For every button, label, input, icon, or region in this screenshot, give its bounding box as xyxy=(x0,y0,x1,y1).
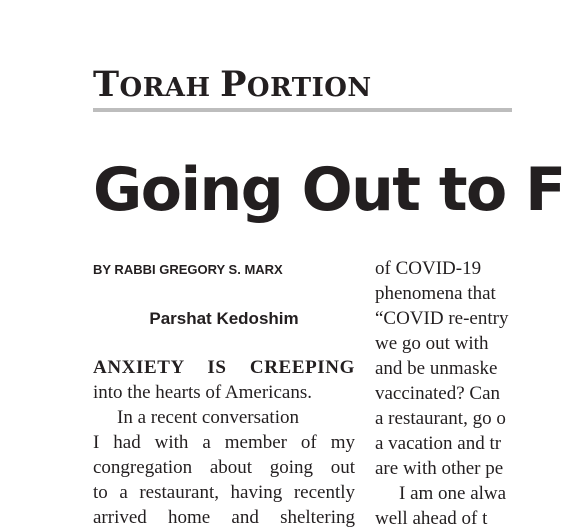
body-line: a restaurant, go o xyxy=(375,408,506,429)
byline: BY RABBI GREGORY S. MARX xyxy=(93,262,283,277)
body-line: I am one alwa xyxy=(399,483,507,504)
section-heading xyxy=(93,64,372,105)
body-column-right xyxy=(375,256,535,531)
body-line: into the hearts of Americans. xyxy=(93,382,312,403)
section-heading-part: T xyxy=(93,64,120,105)
body-line: to a restaurant, having recently xyxy=(93,482,355,503)
body-line: “COVID re-entry xyxy=(375,308,509,329)
body-line: phenomena that xyxy=(375,283,496,304)
body-line: well ahead of t xyxy=(375,508,488,529)
body-line: and be unmaske xyxy=(375,358,498,379)
body-line: ANXIETY IS CREEPING xyxy=(93,357,355,378)
body-line: of COVID-19 xyxy=(375,258,482,279)
body-line: a vacation and tr xyxy=(375,433,502,454)
section-heading-part: ORTION xyxy=(246,73,372,103)
body-line: arrived home and sheltering xyxy=(93,507,355,528)
article-headline: Going Out to F xyxy=(93,155,565,225)
body-line: we go out with xyxy=(375,333,489,354)
body-column-left xyxy=(93,355,355,530)
body-line: are with other pe xyxy=(375,458,504,479)
body-line: In a recent conversation xyxy=(117,407,299,428)
body-line: I had with a member of my xyxy=(93,432,355,453)
section-heading-part: P xyxy=(220,64,247,105)
body-line: congregation about going out xyxy=(93,457,355,478)
parsha-subheading: Parshat Kedoshim xyxy=(149,309,299,328)
section-divider xyxy=(93,108,512,112)
section-heading-part: ORAH xyxy=(119,73,221,103)
body-line: vaccinated? Can xyxy=(375,383,501,404)
